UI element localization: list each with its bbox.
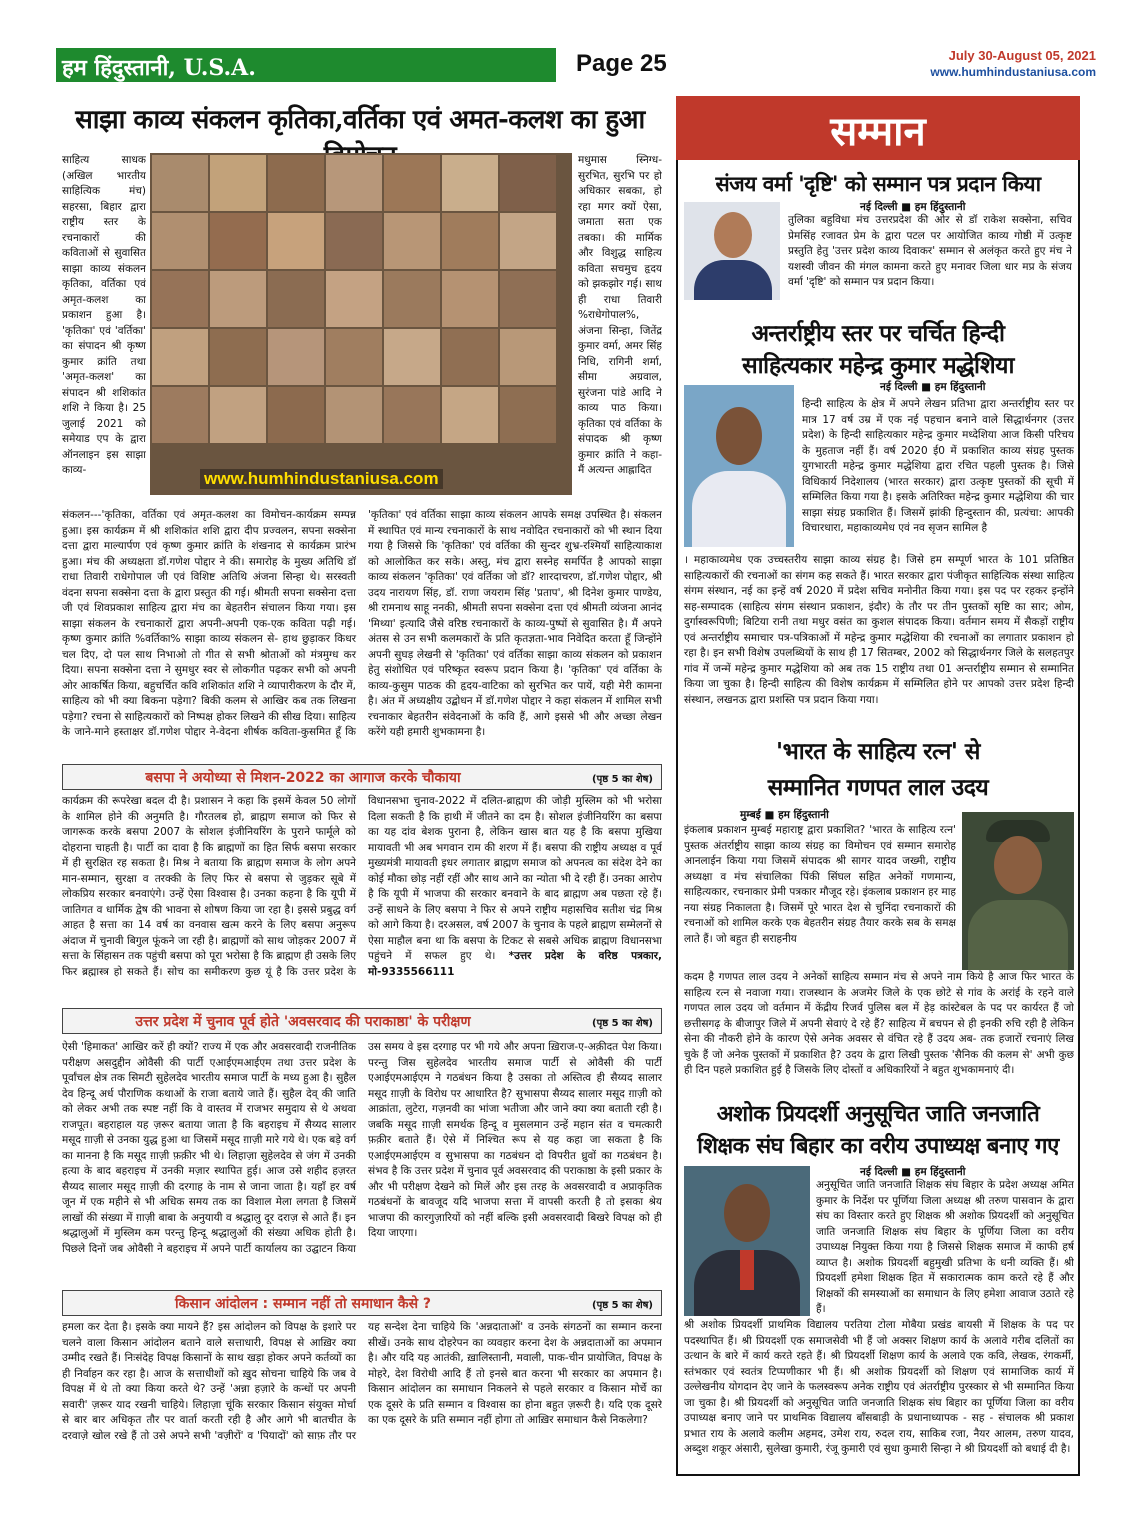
sanjay-dateline: नई दिल्ली ■ हम हिंदुस्तानी (860, 201, 966, 213)
ganpat-body: कदम है गणपत लाल उदय ने अनेकों साहित्य सम्मान मंच से अपने नाम किये है आज फिर भारत के साहित्य रत्न से नवाजा गया। राजस्थान के अजमेर जिले के एक छोटे से गांव के अरांई के रहने वाले गणपत लाल उदय जो वर्तमान में केंद्रीय रिजर्व पुलिस बल में हेड़ कांस्टेबल के पद पर कार्यरत हैं जो छत्तीसगढ़ के बीजापुर जिले में अपनी सेवाएं दे रहे हैं? साहित्य में बचपन से ही इनकी रुचि रही है लेकिन सेना की नौकरी होने के कारण ऐसे अनेक अवसर से वंचित रहे हैं उदय अब- तक हजारों रचनाएं लिख चुके हैं जो अनेक पुस्तकों में प्रकाशित है? उदय के द्वारा लिखी पुस्तक 'सैनिक की कलम से' अभी कुछ ही दिन पहले प्रकाशित हुई है जिसके लिए दोस्तों व अधिकारियों ने बहुत शुभकामनाएं दी। (684, 971, 1074, 1076)
ashok-photo (684, 1166, 810, 1316)
page-number: Page 25 (576, 50, 667, 77)
bsp-story-header (62, 764, 662, 790)
mahendra-dateline: नई दिल्ली ■ हम हिंदुस्तानी (880, 381, 986, 393)
website-link[interactable]: www.humhindustaniusa.com (930, 65, 1096, 79)
ashok-body: श्री अशोक प्रियदर्शी प्राथमिक विद्यालय परतिया टोला मोबैया प्रखंड बायसी में शिक्षक के पद पर पदस्थापित हैं। श्री प्रियदर्शी एक समाजसेवी भी हैं जो अक्सर शिक्षण कार्य के अलावे गरीब दलितों का उत्थान के बारे में कार्य करते रहते हैं। श्री प्रियदर्शी शिक्षण कार्य के अलावे एक कवि, लेखक, रंगकर्मी, स्तंभकार एवं स्वतंत्र टिप्पणीकार भी हैं। श्री अशोक प्रियदर्शी को शिक्षण एवं सामाजिक कार्य में उल्लेखनीय योगदान देए जाने के फलस्वरूप अनेक राष्ट्रीय एवं अंतर्राष्ट्रीय पुरस्कार से भी सम्मानित किया जा चुका है। श्री प्रियदर्शी को अनुसूचित जाति जनजाति शिक्षक संघ बिहार का पूर्णिया जिला का वरीय उपाध्यक्ष बनाए जाने पर प्राथमिक विद्यालय बाँसबाड़ी के प्रधानाध्यापक - सह - संचालक श्री प्रकाश प्रभात राय के अलावे कलीम अहमद, उमेश राय, रुदल राय, साकिब रजा, नैयर आलम, तरुण यादव, अब्दुश शकूर अंसारी, सुलेखा कुमारी, रंजू कुमारी एवं सुधा कुमारी सिन्हा ने श्री प्रियदर्शी को बधाई दी है। (684, 1319, 1074, 1455)
ganpat-photo (962, 812, 1074, 970)
mahendra-headline-line1: अन्तर्राष्ट्रीय स्तर पर चर्चित हिन्दी (751, 320, 1005, 347)
ganpat-dateline: मुम्बई ■ हम हिंदुस्तानी (740, 809, 829, 821)
lead-story-left-column: साहित्य साधक (अखिल भारतीय साहित्यिक मंच) सहरसा, बिहार द्वारा राष्ट्रीय स्तर के रचनाकारों की कविताओं से सुवासित साझा काव्य संकलन कृतिका, वर्तिका एवं अमृत-कलश का प्रकाशन हुआ है। 'कृतिका' एवं 'वर्तिका' का संपादन श्री कृष्ण कुमार क्रांति तथा 'अमृत-कलश' का संपादन श्री शशिकांत शशि ने किया है। 25 जुलाई 2021 को समेयाड एप के द्वारा ऑनलाइन इस साझा काव्य- (62, 154, 146, 476)
lead-headline: साझा काव्य संकलन कृतिका,वर्तिका एवं अमत-कलश का हुआ (75, 105, 645, 135)
ashok-headline-line2: शिक्षक संघ बिहार का वरीय उपाध्यक्ष बनाए गए (697, 1133, 1059, 1159)
mahendra-body: । महाकाव्यमेध एक उच्चस्तरीय साझा काव्य संग्रह है। जिसे हम सम्पूर्ण भारत के 101 प्रतिष्ठित साहित्यकारों की रचनाओं का संगम कह सकते हैं। भारत सरकार द्वारा पंजीकृत साहित्यिक संस्था साहित्य संगम संस्थान, नई का इन्हें वर्ष 2020 में प्रदेश सचिव मनोनीत किया गया। इस पद पर रहकर इन्होंने सह-सम्पादक (साहित्य संगम संस्थान प्रकाशन, इंदौर) के तौर पर तीन पुस्तकों सृष्टि का सार; ओम, दुर्गास्वरूपिणी; बिटिया रानी तथा मधुर वसंत का कुशल संपादक किया। वर्तमान समय में सैकड़ों राष्ट्रीय एवं अन्तर्राष्ट्रीय समाचार पत्र-पत्रिकाओं में महेन्द्र कुमार मद्धेशिया की रचनाओं का लगातार प्रकाशन हो रहा है। इन सभी विशेष उपलब्धियों के साथ ही 17 सितम्बर, 2002 को सिद्धार्थनगर जिले के सलहतपुर गांव में जन्में महेन्द्र कुमार मद्धेशिया को अब तक 15 राष्ट्रीय तथा 01 अन्तर्राष्ट्रीय सम्मान से सम्मानित किया जा चुका है। हिन्दी साहित्य की विशेष कार्यक्रम में सम्मिलित होने पर आपको उत्तर प्रदेश हिन्दी संस्थान, लखनऊ द्वारा प्रशस्ति पत्र प्रदान किया गया। (684, 554, 1074, 706)
sanjay-photo (684, 202, 780, 300)
farm-story-continued: (पृष्ठ 5 का शेष) (592, 1300, 653, 1311)
bsp-story-body (62, 794, 662, 1000)
ashok-headline-line1: अशोक प्रियदर्शी अनुसूचित जाति जनजाति (716, 1101, 1040, 1127)
collage-website-caption: www.humhindustaniusa.com (200, 469, 443, 489)
farm-story-body: हमला कर देता है। इसके क्या मायने हैं? इस आंदोलन को विपक्ष के इशारे पर चलने वाला किसान आंदोलन बताने वाले सत्ताधारी, विपक्ष से आख़िर क्या उम्मीद रखते हैं। निःसंदेह विपक्ष किसानों के साथ खड़ा होकर अपने कर्तव्यों का ही निर्वाहन कर रहा है। आज के सत्ताधीशों को ख़ुद सोचना चाहिये कि जब वे विपक्ष में थे तो क्या किया करते थे? उन्हें 'अन्ना हज़ारे के कन्धों पर अपनी सवारी' ज़रूर याद रखनी चाहिये। लिहाज़ा चूंकि सरकार किसान संयुक्त मोर्चा से बार बार अधिकृत तौर पर वार्ता करती रही है और आगे भी बातचीत के दरवाज़े खोल रखे हैं तो उसे अपने सभी 'वज़ीरों' व 'पियादों' को साफ़ तौर पर यह सन्देश देना चाहिये कि 'अन्नदाताओं' व उनके संगठनों का सम्मान करना सीखें। उनके साथ दोहरेपन का व्यवहार करना देश के अन्नदाताओं का अपमान है। और यदि यह आतंकी, ख़ालिस्तानी, मवाली, पाक-चीन प्रायोजित, विपक्ष के मोहरे, देश विरोधी आदि हैं तो इनसे बात करना भी सरकार का अपमान है। किसान आंदोलन का समाधान निकलने से पहले सरकार व किसान मोर्चे का एक दूसरे के प्रति सम्मान व विश्वास का होना बहुत ज़रूरी है। यदि एक दूसरे का एक दूसरे के प्रति सम्मान नहीं होगा तो आख़िर समाधान कैसे निकलेगा? (62, 1321, 662, 1442)
up-story-header (62, 1008, 662, 1034)
ganpat-headline-line2: सम्मानित गणपत लाल उदय (767, 774, 989, 801)
lead-story-right-column: मधुमास स्निग्ध-सुरभित, सुरभि पर हो अधिकार सबका, हो रहा मगर क्यों ऐसा, जमाता सता एक तबका। की मार्मिक और विशुद्ध साहित्य कविता सचमुच हृदय को झकझोर गई। साथ ही राधा तिवारी %राधेगोपाल%, अंजना सिन्हा, जितेंद्र कुमार वर्मा, अमर सिंह निधि, रागिनी शर्मा, सीमा अग्रवाल, सुरंजना पांडे आदि ने काव्य पाठ किया। कृतिका एवं वर्तिका के संपादक श्री कृष्ण कुमार क्रांति ने कहा- मैं अत्यन्त आह्लादित (578, 154, 662, 476)
brand-bar (56, 48, 556, 82)
samman-title: सम्मान (830, 108, 926, 155)
sanjay-body: तुलिका बहुविधा मंच उत्तरप्रदेश की ओर से डॉ राकेश सक्सेना, सचिव प्रेमसिंह रजावत प्रेम के द्वारा पटल पर आयोजित काव्य गोष्ठी में उत्कृष्ट प्रस्तुति हेतु 'उत्तर प्रदेश काव्य दिवाकर' सम्मान से अलंकृत करते हुए मंच ने यशस्वी जीवन की मंगल कामना करते हुए मनावर जिला धार मप्र के संजय वर्मा 'दृष्टि' को सम्मान पत्र प्रदान किया। (788, 214, 1072, 288)
issue-date: July 30-August 05, 2021 (948, 48, 1096, 63)
bsp-story-text: कार्यक्रम की रूपरेखा बदल दी है। प्रशासन ने कहा कि इसमें केवल 50 लोगों के शामिल होने की अनुमति है। गौरतलब हो, ब्राह्मण समाज को फिर से जागरूक करके बसपा 2007 के सोशल इंजीनियरिंग के पुराने फार्मूले को दोहराना चाहती है। पार्टी का दावा है कि ब्राह्मणों का हित सिर्फ बसपा सरकार में ही सुरक्षित रह सकता है। मिश्र ने बताया कि ब्राह्मण समाज के लोग अपने मान-सम्मान, सुरक्षा व तरक्की के लिए फिर से बसपा से जुड़कर सूबे में लोकप्रिय सरकार बनवाएंगे। उन्हें ऐसा विश्वास है। उनका कहना है कि यूपी में जातिगत व धार्मिक द्वेष की भावना से शोषण किया जा रहा है। इससे प्रबुद्ध वर्ग आहत है सत्ता का 14 वर्ष का वनवास खत्म करने के लिए बसपा अनुरूप अंदाज में चुनावी बिगुल फूंकने जा रही है। ब्राह्मणों को साथ जोड़कर 2007 में सत्ता के सिंहासन तक पहुंची बसपा को पूरा भरोसा है कि ब्राह्मण ही उसके लिए फिर ब्रह्मास्त्र हो सकते हैं। सोच का समीकरण कुछ यूं है कि उत्तर प्रदेश के विधानसभा चुनाव-2022 में दलित-ब्राह्मण की जोड़ी मुस्लिम को भी भरोसा दिला सकती है कि हाथी में जीतने का दम है। सोशल इंजीनियरिंग का बसपा का यह दांव बेशक पुराना है, लेकिन खास बात यह है कि बसपा मुखिया मायावती भी अब भगवान राम की शरण में हैं। बसपा की राष्ट्रीय अध्यक्ष व पूर्व मुख्यमंत्री मायावती इधर लगातार ब्राह्मण समाज को अपनत्व का संदेश देने का कोई मौका छोड़ नहीं रहीं और साथ आने का न्योता भी दे रही हैं। उनका आरोप है कि यूपी में भाजपा की सरकार बनवाने के बाद ब्राह्मण अब पछता रहे हैं। उन्हें साधने के लिए बसपा ने फिर से अपने राष्ट्रीय महासचिव सतीश चंद्र मिश्र को आगे किया है। दरअसल, वर्ष 2007 के चुनाव के पहले ब्राह्मण सम्मेलनों से ऐसा माहौल बना था कि बसपा के टिकट से सबसे अधिक ब्राह्मण विधानसभा पहुंचने में सफल हुए थे। (62, 795, 662, 978)
bsp-story-byline: *उत्तर प्रदेश के वरिष्ठ पत्रकार, मो-9335566111 (368, 950, 662, 978)
bsp-story-headline: बसपा ने अयोध्या से मिशन-2022 का आगाज करके चौकाया (145, 770, 461, 786)
ganpat-body-intro: इंकलाब प्रकाशन मुम्बई महाराष्ट्र द्वारा प्रकाशित? 'भारत के साहित्य रत्न' पुस्तक अंतर्राष्ट्रीय साझा काव्य संग्रह का विमोचन एवं सम्मान समारोह आनलाईन किया गया जिसमें संपादक श्री सागर यादव जख्मी, राष्ट्रीय अध्यक्षा व मंच संचालिका पिंकी सिंघल सहित अनेकों गणमान्य, साहित्यकार, रचनाकार प्रेमी पत्रकार मौजूद रहे। इंकलाब प्रकाशन हर माह नया संग्रह निकालता है। जिसमें पूरे भारत देश से चुनिंदा रचनाकारों की रचनाओं को शामिल करके एक बेहतरीन संग्रह तैयार करके सब के समक्ष लाते हैं। जो बहुत ही सराहनीय (684, 824, 956, 945)
mahendra-headline-line2: साहित्यकार महेन्द्र कुमार मद्धेशिया (742, 352, 1014, 379)
up-story-continued: (पृष्ठ 5 का शेष) (592, 1018, 653, 1029)
up-story-headline: उत्तर प्रदेश में चुनाव पूर्व होते 'अवसरवाद की पराकाष्ठा' के परीक्षण (135, 1014, 471, 1030)
brand-title: हम हिंदुस्तानी, U.S.A. (62, 55, 256, 81)
lead-story-body: संकलन---'कृतिका, वर्तिका एवं अमृत-कलश का विमोचन-कार्यक्रम सम्पन्न हुआ। इस कार्यक्रम में श्री शशिकांत शशि द्वारा दीप प्रज्वलन, सपना सक्सेना दत्ता द्वारा माल्यार्पण एवं कृष्ण कुमार क्रांति के शंखनाद से कार्यक्रम प्रारंभ हुआ। मंच की अध्यक्षता डॉ.गणेश पोद्दार ने की। समारोह के मुख्य अतिथि डॉ राधा तिवारी राधेगोपाल जी एवं विशिष्ट अतिथि अंजना सिन्हा थे। सरस्वती वंदना सपना सक्सेना दत्ता के द्वारा प्रस्तुत की गई। श्रीमती सपना सक्सेना दत्ता जी एवं शिवप्रकाश साहित्य द्वारा मंच का बेहतरीन संचालन किया गया। इस साझा संकलन के रचनाकारों द्वारा अपनी-अपनी एक-एक कविता पढ़ी गई। कृष्ण कुमार क्रांति %वर्तिका% साझा काव्य संकलन से- हाथ छुड़ाकर किधर चल दिए, दो पल साथ निभाओ तो गीत से सभी श्रोताओं को मंत्रमुग्ध कर दिया। सपना सक्सेना दत्ता ने सुमधुर स्वर से लोकगीत पढ़कर सभी को अपनी ओर आकर्षित किया, बहुचर्चित कवि शशिकांत शशि ने व्यापारीकरण के दौर में, साहित्य को भी क्या बिकना पड़ेगा? बिकी कलम से आखिर कब तक लिखना पड़ेगा? रचना से साहित्यकारों को निष्पक्ष होकर लिखने की सीख दिया। साहित्य के जाने-माने हस्ताक्षर डॉ.गणेश पोद्दार ने-वेदना शीर्षक कविता-कुसमित हूँ कि 'कृतिका' एवं वर्तिका साझा काव्य संकलन आपके समक्ष उपस्थित है। संकलन में स्थापित एवं मान्य रचनाकारों के साथ नवोदित रचनाकारों को भी स्थान दिया गया है जिससे कि 'कृतिका' एवं वर्तिका की सुन्दर शुभ्र-रश्मियाँ साहित्याकाश को आलोकित कर सके। अस्तु, मंच द्वारा सस्नेह समर्पित है आपको साझा काव्य संकलन 'कृतिका' एवं वर्तिका जो डॉ? शारदाचरण, डॉ.गणेश पोद्दार, श्री उदय नारायण सिंह, डॉ. राणा जयराम सिंह 'प्रताप', श्री दिनेश कुमार पाण्डेय, श्री रामनाथ साहू ननकी, श्रीमती सपना सक्सेना दत्ता एवं श्रीमती व्यंजना आनंद 'मिथ्या' इत्यादि जैसे वरिष्ठ रचनाकारों के काव्य-पुष्पों से सुवासित है। मैं अपने अंतस से उन सभी कलमकारों के प्रति कृतज्ञता-भाव निवेदित करता हूँ जिन्होंने अपनी सुघड़ लेखनी से 'कृतिका' एवं वर्तिका साझा काव्य संकलन को प्रकाशन हेतु संशोधित एवं परिष्कृत स्वरूप प्रदान किया है। 'कृतिका' एवं वर्तिका के काव्य-कुसुम पाठक की हृदय-वाटिका को सुरभित कर पायें, यही मेरी कामना है। अंत में अध्यक्षीय उद्बोधन में डॉ.गणेश पोद्दार ने कहा संकलन में शामिल सभी रचनाकार बेहतरीन संवेदनाओं के कवि हैं, आगे इससे भी और अच्छा लेखन करेंगे यही हमारी शुभकामना है। (62, 509, 662, 738)
masthead (56, 48, 1096, 82)
mahendra-photo (684, 385, 794, 547)
up-story-body: ऐसी 'हिमाकत' आखिर करें ही क्यों? राज्य में एक और अवसरवादी राजनीतिक परीक्षण असदुद्दीन ओवैसी की पार्टी एआईएमआईएम तथा उत्तर प्रदेश के पूर्वांचल क्षेत्र तक सिमटी सुहेलदेव भारतीय समाज पार्टी के मध्य हुआ है। सुहैल देव हिन्दू अर्ध पौराणिक कथाओं के राजा बताये जाते हैं। सुहैल देव् की जाति को लेकर अभी तक स्पष्ट नहीं कि वे वास्तव में राजभर समुदाय से थे अथवा राजपूत। बहराहाल यह ज़रूर बताया जाता है कि बहराइच में सैय्यद सालार मसूद ग़ाज़ी से उनका युद्ध हुआ था जिसमें मसूद ग़ाज़ी मारे गये थे। एक बड़े वर्ग का मानना है कि मसूद ग़ाज़ी फ़क़ीर भी थे। लिहाज़ा सुहेलदेव से जंग में उनकी हत्या के बाद बहराइच में उनकी मज़ार स्थापित हुई। आज उसे शहीद हज़रत सैय्यद सालार मसूद ग़ाज़ी की दरगाह के नाम से जाना जाता है। यहाँ हर वर्ष जून में एक महीने से भी अधिक समय तक का विशाल मेला लगता है जिसमें लाखों की संख्या में ग़ाज़ी बाबा के अनुयायी व श्रद्धालु दूर दराज़ से आते हैं। इन श्रद्धालुओं में मुस्लिम कम परन्तु हिन्दू श्रद्धालुओं की संख्या अधिक होती है। पिछले दिनों जब ओवैसी ने बहराइच में अपने पार्टी कार्यालय का उद्घाटन किया उस समय वे इस दरगाह पर भी गये और अपना ख़िराज-ए-अक़ीदत पेश किया। परन्तु जिस सुहेलदेव भारतीय समाज पार्टी से ओवैसी की पार्टी एआईएमआईएम ने गठबंधन किया है उसका तो अस्तित्व ही सैय्यद सालार मसूद ग़ाज़ी के विरोध पर आधारित है? सुभासपा सैय्यद सालार मसूद ग़ाज़ी को आक्रांता, लुटेरा, गज़नवी का भांजा भतीजा और जाने क्या क्या बताती रही है। जबकि मसूद ग़ाज़ी समर्थक हिन्दू व मुसलमान उन्हें महान संत व चमत्कारी फ़क़ीर बताते हैं। ऐसे में निश्चित रूप से यह कहा जा सकता है कि एआईएमआईएम व सुभासपा का गठबंधन दो विपरीत ध्रुवों का गठबंधन है। संभव है कि उत्तर प्रदेश में चुनाव पूर्व अवसरवाद की पराकाष्ठा के इसी प्रकार के और भी परीक्षण देखने को मिलें और इस तरह के अवसरवादी व अप्राकृतिक गठबंधनों के बावजूद यदि भाजपा सत्ता में वापसी करती है तो इसका श्रेय भाजपा की कारगुज़ारियों को नहीं बल्कि इसी अवसरवादी बिखरे विपक्ष को ही दिया जाएगा। (62, 1041, 662, 1255)
farm-story-headline: किसान आंदोलन : सम्मान नहीं तो समाधान कैसे ? (174, 1296, 432, 1312)
mahendra-body-intro: हिन्दी साहित्य के क्षेत्र में अपने लेखन प्रतिभा द्वारा अन्तर्राष्ट्रीय स्तर पर मात्र 17 वर्ष उम्र में एक नई पहचान बनाने वाले सिद्धार्थनगर (उत्तर प्रदेश) के हिन्दी साहित्यकार महेन्द्र कुमार मध्देशिया आज किसी परिचय के मुहताज नहीं हैं। वर्ष 2020 ई0 में प्रकाशित काव्य संग्रह पुस्तक युगभारती महेन्द्र कुमार मद्धेशिया द्वारा रचित पहली पुस्तक है। जिसे विधिकार्य निदेशालय (भारत सरकार) द्वारा उत्कृष्ट पुस्तकों की सूची में सम्मिलित किया गया है। इसके अतिरिक्त महेन्द्र कुमार मद्धेशिया की चार साझा संग्रह प्रकाशित हैं। जिसमें झांकी हिन्दुस्तान की, प्रत्यंचा: आपकी विचारधारा, महाकाव्यमेध एवं नव सृजन सामिल है (802, 398, 1074, 534)
ashok-body-intro: अनुसूचित जाति जनजाति शिक्षक संघ बिहार के प्रदेश अध्यक्ष अमित कुमार के निर्देश पर पूर्णिया जिला अध्यक्ष श्री तरुण पासवान के द्वारा संघ का विस्तार करते हुए शिक्षक श्री अशोक प्रियदर्शी को अनुसूचित जाति जनजाति शिक्षक संघ बिहार के पूर्णिया जिला का वरीय उपाध्यक्ष नियुक्त किया गया है जिससे शिक्षक समाज में काफी हर्ष व्याप्त है। अशोक प्रियदर्शी बहुमुखी प्रतिभा के धनी व्यक्ति हैं। श्री प्रियदर्शी हमेशा शिक्षक हित में सकारात्मक काम करते रहे हैं और शिक्षकों की समस्याओं का समाधान के लिए हमेशा आवाज उठाते रहे हैं। (816, 1179, 1074, 1315)
ganpat-headline-line1: 'भारत के साहित्य रत्न' से (776, 738, 980, 765)
photo-collage (150, 153, 572, 495)
ashok-dateline: नई दिल्ली ■ हम हिंदुस्तानी (860, 1166, 966, 1178)
farm-story-header (62, 1290, 662, 1316)
sanjay-headline: संजय वर्मा 'दृष्टि' को सम्मान पत्र प्रदान किया (715, 171, 1041, 196)
bsp-story-continued: (पृष्ठ 5 का शेष) (592, 774, 653, 785)
